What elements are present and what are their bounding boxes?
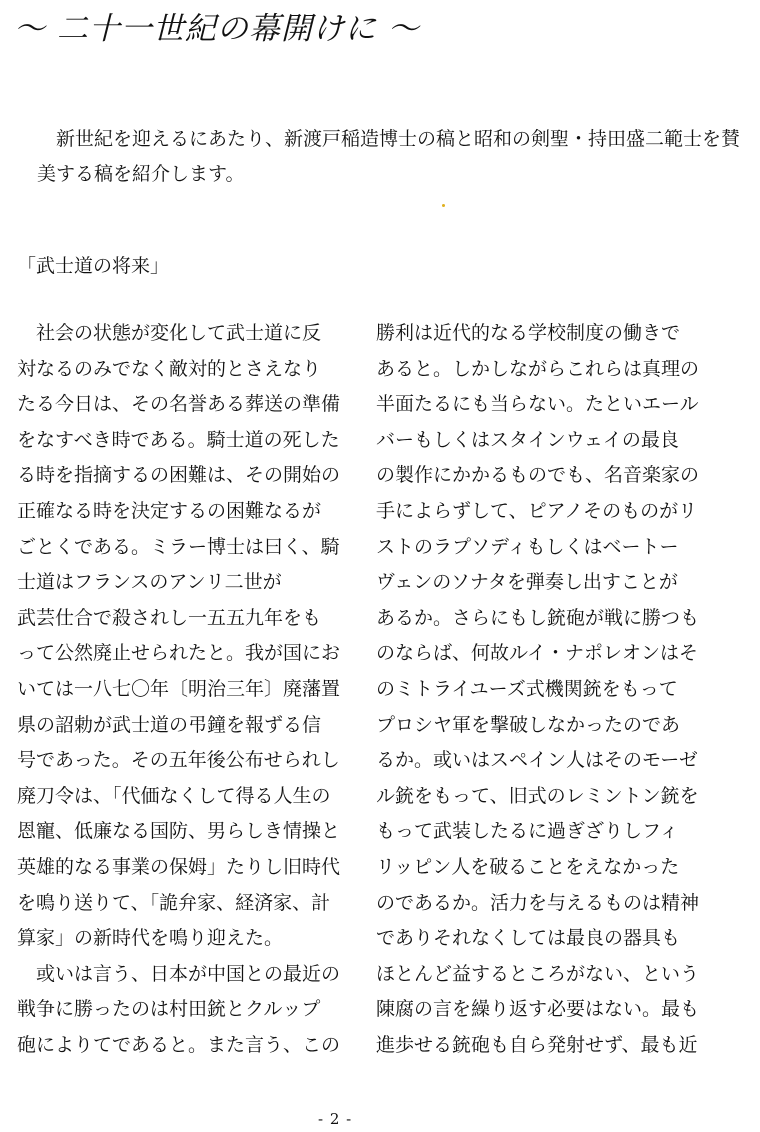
text-line: るか。或いはスペイン人はそのモーゼ <box>376 749 698 772</box>
printed-dot-mark <box>442 204 445 207</box>
text-line: をなすべき時である。騎士道の死した <box>17 428 340 451</box>
text-line: ヴェンのソナタを弾奏し出すことが <box>376 571 678 594</box>
page-number: - 2 - <box>318 1110 353 1128</box>
text-line: 半面たるにも当らない。たといエール <box>376 393 699 416</box>
section-heading: 「武士道の将来」 <box>17 255 170 277</box>
text-line: 号であった。その五年後公布せられし <box>17 749 340 772</box>
text-line: 砲によりてであると。また言う、この <box>17 1033 341 1056</box>
intro-line: 新世紀を迎えるにあたり、新渡戸稲造博士の稿と昭和の剣聖・持田盛二範士を賛 <box>56 128 741 150</box>
text-line: のであるか。活力を与えるものは精神 <box>376 891 700 914</box>
intro-paragraph <box>37 122 741 192</box>
text-line: 勝利は近代的なる学校制度の働きで <box>376 322 681 344</box>
text-line: のミトライユーズ式機関銃をもって <box>376 677 678 700</box>
text-line: たる今日は、その名誉ある葬送の準備 <box>17 393 341 416</box>
text-line: もって武装したるに過ぎざりしフィ <box>376 820 679 843</box>
text-line: ル銃をもって、旧式のレミントン銃を <box>376 784 699 807</box>
text-line: ごとくである。ミラー博士は曰く、騎 <box>17 535 340 558</box>
text-line: のならば、何故ルイ・ナポレオンはそ <box>376 642 699 665</box>
text-line: 算家」の新時代を鳴り迎えた。 <box>17 927 284 950</box>
page-title: 〜 二十一世紀の幕開けに 〜 <box>14 11 420 47</box>
intro-line: 美する稿を紹介します。 <box>37 163 245 185</box>
text-line: 進歩せる銃砲も自ら発射せず、最も近 <box>376 1033 698 1056</box>
right-column <box>376 316 706 1063</box>
text-line: 或いは言う、日本が中国との最近の <box>17 962 341 985</box>
text-line: リッピン人を破ることをえなかった <box>376 855 680 878</box>
text-line: バーもしくはスタインウェイの最良 <box>376 428 679 451</box>
text-line: 士道はフランスのアンリ二世が <box>17 571 282 594</box>
text-line: を鳴り送りて、「詭弁家、経済家、計 <box>17 891 331 914</box>
text-line: 県の詔勅が武士道の弔鐘を報ずる信 <box>17 713 322 736</box>
text-line: 廃刀令は、「代価なくして得る人生の <box>17 784 331 807</box>
text-line: 武芸仕合で殺されし一五五九年をも <box>17 606 322 629</box>
text-line: 英雄的なる事業の保姆」たりし旧時代 <box>17 855 341 878</box>
text-line: 恩寵、低廉なる国防、男らしき情操と <box>17 820 341 843</box>
text-line: でありそれなくしては最良の器具も <box>376 927 681 950</box>
left-column <box>17 316 341 1063</box>
text-line: る時を指摘するの困難は、その開始の <box>17 464 341 487</box>
text-line: 社会の状態が変化して武士道に反 <box>17 322 322 344</box>
text-line: あると。しかしながらこれらは真理の <box>376 357 700 380</box>
text-line: ほとんど益するところがない、という <box>376 962 700 985</box>
text-line: プロシヤ軍を撃破しなかったのであ <box>376 713 681 736</box>
text-line: あるか。さらにもし銃砲が戦に勝つも <box>376 606 700 629</box>
text-line: ストのラプソディもしくはベートー <box>376 535 679 558</box>
text-line: 戦争に勝ったのは村田銃とクルップ <box>17 998 321 1021</box>
text-line: って公然廃止せられたと。我が国にお <box>17 642 341 665</box>
text-line: 手によらずして、ピアノそのものがリ <box>376 499 698 522</box>
text-line: 陳腐の言を繰り返す必要はない。最も <box>376 998 700 1021</box>
text-line: 対なるのみでなく敵対的とさえなり <box>17 357 322 380</box>
text-line: いては一八七〇年〔明治三年〕廃藩置 <box>17 677 341 700</box>
text-line: の製作にかかるものでも、名音楽家の <box>376 464 700 487</box>
text-line: 正確なる時を決定するの困難なるが <box>17 499 322 522</box>
